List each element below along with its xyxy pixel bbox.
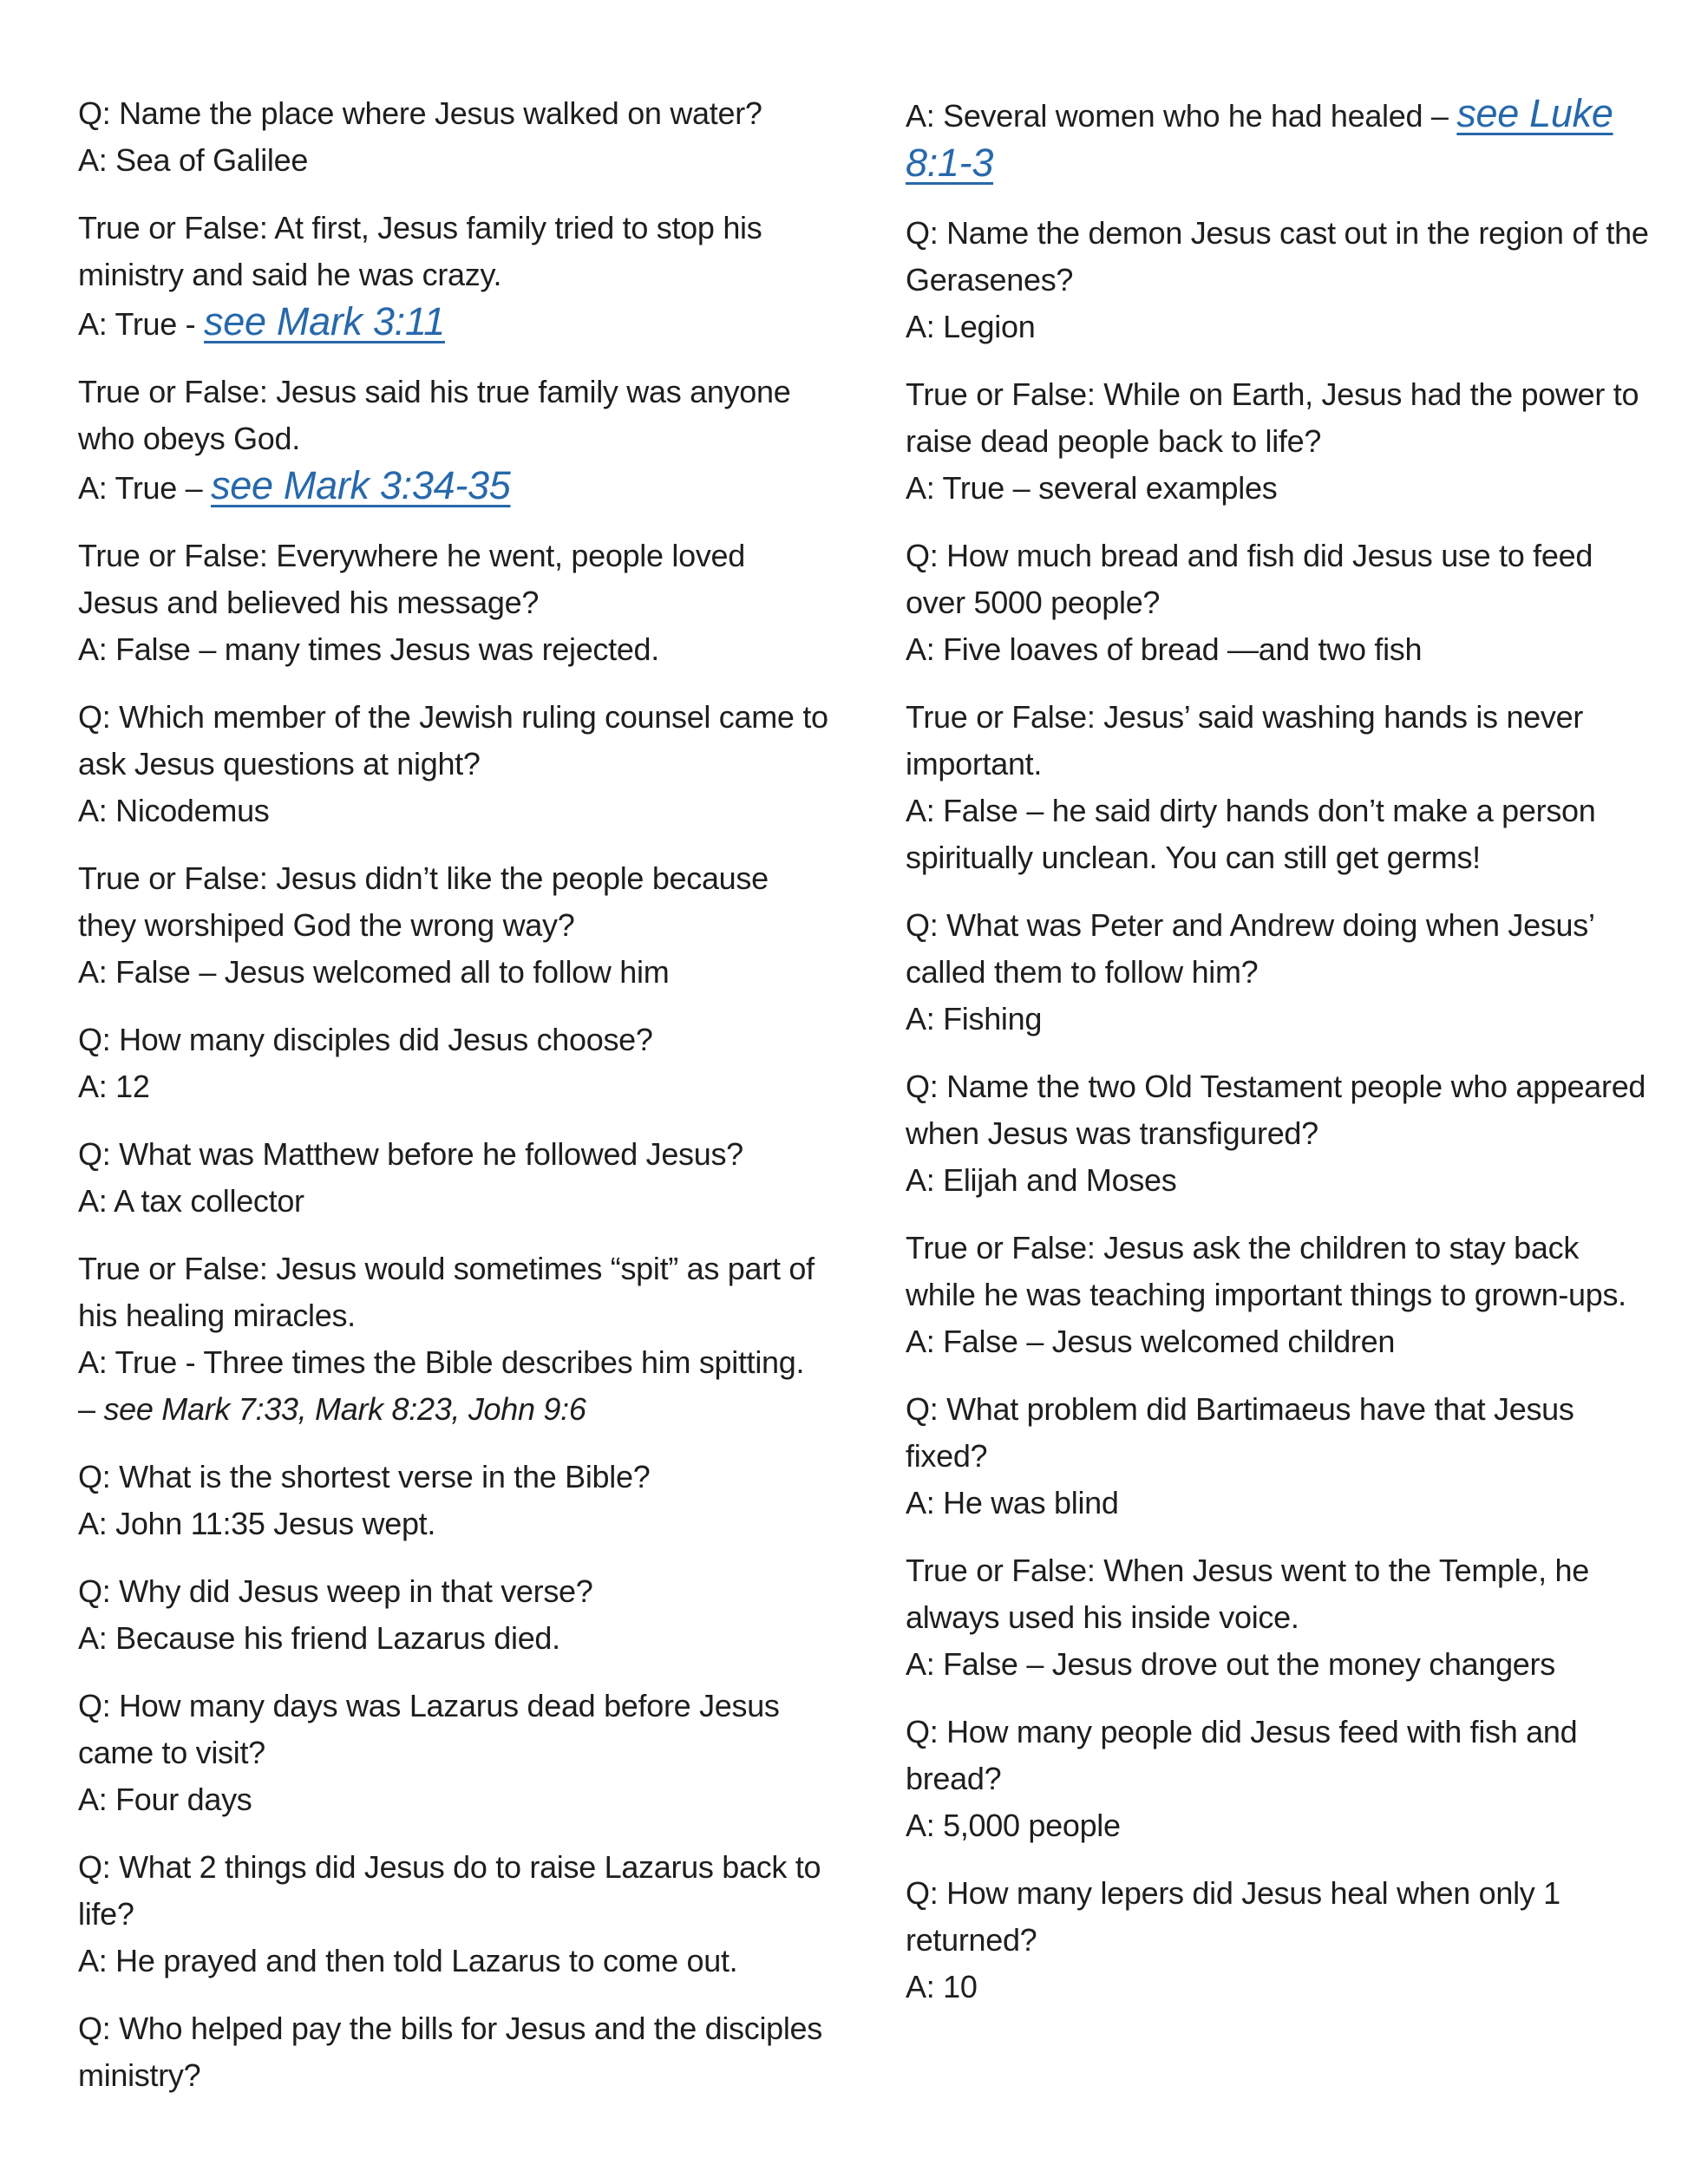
qa-paragraph	[906, 1225, 1657, 1365]
text-run: A: Sea of Galilee	[78, 142, 309, 178]
text-run: A: Five loaves of bread —and two fish	[906, 631, 1423, 667]
text-run: A: 10	[906, 1969, 978, 2004]
text-run: A: True -	[78, 306, 205, 342]
text-run: True or False: Everywhere he went, people loved Jesus and believed his message?	[78, 538, 745, 620]
text-run: A: 5,000 people	[906, 1808, 1121, 1843]
text-run: A: Several women who he had healed –	[906, 98, 1457, 134]
qa-paragraph	[906, 1386, 1657, 1527]
scripture-link[interactable]: see Mark 3:34-35	[211, 463, 511, 507]
qa-paragraph	[78, 533, 829, 673]
text-run: A: Fishing	[906, 1001, 1043, 1036]
text-run: A: 12	[78, 1069, 150, 1104]
qa-paragraph	[78, 2005, 829, 2099]
qa-paragraph	[906, 533, 1657, 673]
qa-paragraph	[906, 210, 1657, 350]
text-run: A: False – Jesus welcomed all to follow him	[78, 954, 670, 990]
qa-paragraph	[78, 369, 829, 512]
qa-paragraph	[906, 1063, 1657, 1204]
qa-paragraph	[906, 371, 1657, 512]
text-run: Q: Why did Jesus weep in that verse?	[78, 1573, 593, 1609]
qa-paragraph	[906, 1709, 1657, 1849]
text-run: A: False – Jesus drove out the money changers	[906, 1646, 1555, 1682]
text-run: A: False – many times Jesus was rejected.	[78, 631, 659, 667]
qa-paragraph	[78, 1568, 829, 1662]
qa-paragraph	[78, 1246, 829, 1433]
text-run: A: A tax collector	[78, 1183, 304, 1219]
qa-paragraph	[78, 1131, 829, 1225]
text-run: True or False: While on Earth, Jesus had the power to raise dead people back to life?	[906, 376, 1639, 459]
text-run: A: True - Three times the Bible describes him spitting. –	[78, 1344, 805, 1427]
text-run: True or False: Jesus’ said washing hands is never important.	[906, 699, 1584, 781]
text-run: Q: Name the place where Jesus walked on water?	[78, 95, 762, 131]
text-run: Q: What was Peter and Andrew doing when Jesus’ called them to follow him?	[906, 907, 1594, 990]
text-run: A: True – several examples	[906, 470, 1278, 506]
text-run: A: He was blind	[906, 1485, 1119, 1520]
text-run: Q: How much bread and fish did Jesus use to feed over 5000 people?	[906, 538, 1593, 620]
text-run: True or False: Jesus would sometimes “spit” as part of his healing miracles.	[78, 1251, 815, 1333]
text-run: A: Because his friend Lazarus died.	[78, 1620, 560, 1656]
text-run: A: Nicodemus	[78, 793, 270, 828]
qa-paragraph	[906, 90, 1657, 189]
text-run: A: True –	[78, 470, 212, 506]
scripture-link[interactable]: see Mark 3:11	[204, 299, 445, 343]
text-run: True or False: At first, Jesus family tried to stop his ministry and said he was crazy.	[78, 210, 762, 292]
text-run: True or False: When Jesus went to the Temple, he always used his inside voice.	[906, 1553, 1589, 1635]
text-run: Q: What is the shortest verse in the Bible?	[78, 1459, 651, 1494]
italic-text-run: see Mark 7:33, Mark 8:23, John 9:6	[103, 1391, 586, 1427]
qa-paragraph	[78, 1454, 829, 1547]
left-column	[78, 90, 829, 2120]
text-run: Q: Name the demon Jesus cast out in the region of the Gerasenes?	[906, 215, 1649, 298]
columns-container	[78, 90, 1657, 2120]
scripture-link[interactable]: see Luke 8:1-3	[906, 91, 1613, 185]
text-run: True or False: Jesus ask the children to stay back while he was teaching important things to grown-ups.	[906, 1230, 1626, 1312]
text-run: Q: Who helped pay the bills for Jesus and the disciples ministry?	[78, 2011, 822, 2093]
qa-paragraph	[78, 694, 829, 834]
right-column	[906, 90, 1657, 2031]
text-run: Q: Which member of the Jewish ruling counsel came to ask Jesus questions at night?	[78, 699, 828, 781]
text-run: True or False: Jesus didn’t like the people because they worshiped God the wrong way?	[78, 860, 769, 943]
text-run: A: John 11:35 Jesus wept.	[78, 1506, 436, 1541]
text-run: A: Elijah and Moses	[906, 1162, 1177, 1198]
text-run: Q: How many lepers did Jesus heal when only 1 returned?	[906, 1875, 1560, 1958]
text-run: A: False – he said dirty hands don’t make a person spiritually unclean. You can still get germs!	[906, 793, 1596, 875]
qa-paragraph	[78, 205, 829, 348]
qa-paragraph	[906, 902, 1657, 1043]
qa-paragraph	[78, 1017, 829, 1110]
text-run: Q: How many days was Lazarus dead before Jesus came to visit?	[78, 1688, 780, 1770]
qa-paragraph	[78, 90, 829, 184]
qa-paragraph	[906, 1870, 1657, 2011]
text-run: A: Four days	[78, 1782, 252, 1817]
text-run: Q: How many people did Jesus feed with fish and bread?	[906, 1714, 1578, 1796]
qa-paragraph	[906, 694, 1657, 881]
text-run: Q: What problem did Bartimaeus have that Jesus fixed?	[906, 1391, 1574, 1474]
qa-paragraph	[906, 1547, 1657, 1688]
text-run: Q: Name the two Old Testament people who appeared when Jesus was transfigured?	[906, 1069, 1646, 1151]
text-run: True or False: Jesus said his true family was anyone who obeys God.	[78, 374, 791, 456]
text-run: Q: How many disciples did Jesus choose?	[78, 1022, 653, 1057]
qa-paragraph	[78, 1844, 829, 1985]
text-run: A: False – Jesus welcomed children	[906, 1324, 1396, 1359]
qa-paragraph	[78, 1683, 829, 1823]
qa-paragraph	[78, 855, 829, 996]
text-run: Q: What 2 things did Jesus do to raise Lazarus back to life?	[78, 1849, 821, 1932]
text-run: A: Legion	[906, 309, 1036, 344]
text-run: Q: What was Matthew before he followed Jesus?	[78, 1136, 743, 1172]
text-run: A: He prayed and then told Lazarus to come out.	[78, 1943, 738, 1978]
